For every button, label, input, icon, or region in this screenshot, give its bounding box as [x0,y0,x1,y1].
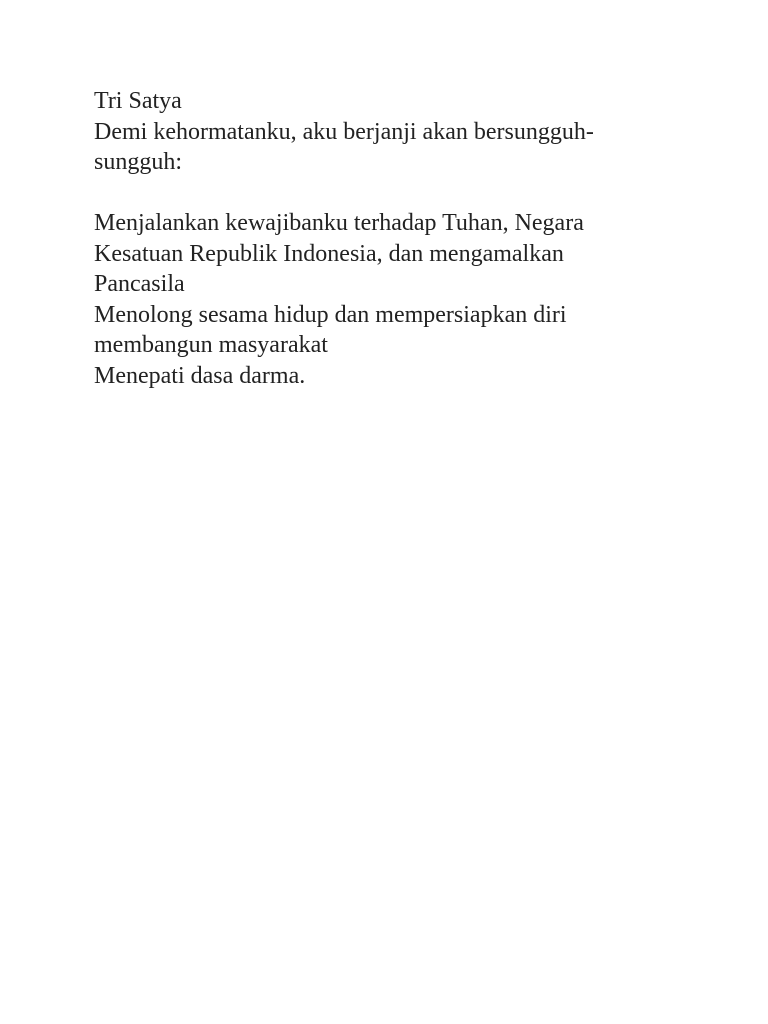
promise-item-3: Menepati dasa darma. [94,362,306,389]
promise-item-1: Menjalankan kewajibanku terhadap Tuhan, Negara Kesatuan Republik Indonesia, dan mengamalkan Pancasila [94,210,584,297]
document-intro: Demi kehormatanku, aku berjanji akan bersungguh-sungguh: [94,118,594,175]
promise-item-2: Menolong sesama hidup dan mempersiapkan diri membangun masyarakat [94,301,567,358]
paragraph-spacer [94,178,654,209]
document-title: Tri Satya [94,88,182,114]
document-body [94,86,654,391]
